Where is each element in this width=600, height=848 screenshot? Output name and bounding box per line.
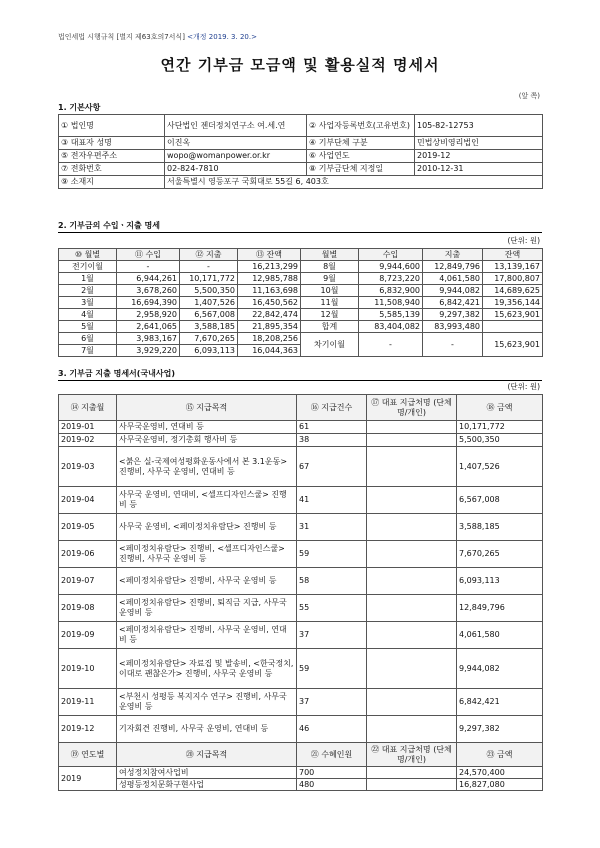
table-row [59,333,543,345]
expense-amount: 4,061,580 [457,622,543,649]
expense-payee [367,434,457,447]
table-cell: 9,297,382 [423,309,483,321]
expense-payee [367,689,457,716]
table-row [59,309,543,321]
table-cell: 6,567,008 [180,309,238,321]
table-row [59,595,543,622]
expense-count: 58 [297,568,367,595]
expense-month: 2019-12 [59,716,117,743]
expense-count: 41 [297,487,367,514]
carry-income: - [359,333,423,357]
table-cell: 8,723,220 [359,273,423,285]
expense-purpose: 사무국운영비, 연대비 등 [117,421,297,434]
expense-payee [367,514,457,541]
expense-payee [367,649,457,689]
expense-purpose: 사무국운영비, 정기총회 행사비 등 [117,434,297,447]
expense-amount: 6,567,008 [457,487,543,514]
expense-month: 2019-04 [59,487,117,514]
field-value: 민법상비영리법인 [415,137,543,150]
column-header: ⑯ 지급건수 [297,395,367,421]
expense-count: 59 [297,649,367,689]
table-row [59,137,543,150]
table-cell: 11,508,940 [359,297,423,309]
expense-count: 37 [297,622,367,649]
table-cell: 21,895,354 [238,321,301,333]
expense-amount: 9,297,382 [457,716,543,743]
yearly-count: 700 [297,767,367,779]
address-value: 서울특별시 영등포구 국회대로 55길 6, 403호 [165,176,543,189]
column-header: ⑳ 지급목적 [117,743,297,767]
carry-expense: - [423,333,483,357]
document-title: 연간 기부금 모금액 및 활용실적 명세서 [160,56,440,74]
yearly-payee [367,779,457,791]
table-cell: 2,958,920 [117,309,180,321]
column-header: ⑱ 금액 [457,395,543,421]
table-row [59,421,543,434]
field-label: ① 법인명 [59,115,165,137]
table-row [59,115,543,137]
yearly-purpose: 여성정치참여사업비 [117,767,297,779]
expense-month: 2019-10 [59,649,117,689]
expense-purpose: <페미정치유람단> 자료집 및 발송비, <한국정치, 이대로 괜찮은가> 진행비, 사무국 운영비 등 [117,649,297,689]
expense-amount: 12,849,796 [457,595,543,622]
table-cell: 10월 [301,285,359,297]
carry-label: 차기이월 [301,333,359,357]
table-cell: 83,404,082 [359,321,423,333]
field-value: 사단법인 젠더정치연구소 여.세.연 [165,115,307,137]
year-cell: 2019 [59,767,117,791]
section-expenditure-title: 3. 기부금 지출 명세서(국내사업) [58,368,542,381]
table-cell: 18,208,256 [238,333,301,345]
table-cell: 2월 [59,285,117,297]
expense-amount: 3,588,185 [457,514,543,541]
expense-payee [367,622,457,649]
table-row [59,541,543,568]
expenditure-table [58,394,543,791]
table-cell: 1,407,526 [180,297,238,309]
expense-month: 2019-02 [59,434,117,447]
expense-purpose: 사무국 운영비, <페미정치유람단> 진행비 등 [117,514,297,541]
table-row [59,767,543,779]
field-value: 105-82-12753 [415,115,543,137]
table-cell: 6월 [59,333,117,345]
expense-payee [367,421,457,434]
yearly-amount: 16,827,080 [457,779,543,791]
expense-purpose: <붉은 실-국제여성평화운동사에서 본 3.1운동> 진행비, 사무국 운영비, 연대비 등 [117,447,297,487]
table-cell: 11,163,698 [238,285,301,297]
field-label: ⑤ 전자우편주소 [59,150,165,163]
yearly-purpose: 성평등정치문화구현사업 [117,779,297,791]
column-header: ⑪ 수입 [117,249,180,261]
section-basic-info-title: 1. 기본사항 [58,102,542,115]
table-row [59,163,543,176]
table-cell: 6,944,261 [117,273,180,285]
form-number: 법인세법 시행규칙 [별지 제63호의7서식] [58,33,185,41]
expense-month: 2019-03 [59,447,117,487]
expense-payee [367,595,457,622]
expense-amount: 5,500,350 [457,434,543,447]
table-row [59,321,543,333]
table-cell: 10,171,772 [180,273,238,285]
column-header: ⑫ 지출 [180,249,238,261]
carry-balance: 15,623,901 [483,333,543,357]
expense-amount: 10,171,772 [457,421,543,434]
yearly-amount: 24,570,400 [457,767,543,779]
table-row [59,285,543,297]
table-row [59,622,543,649]
column-header: ⑮ 지급목적 [117,395,297,421]
expense-count: 67 [297,447,367,487]
expense-payee [367,487,457,514]
expense-month: 2019-07 [59,568,117,595]
expense-month: 2019-11 [59,689,117,716]
table-row [59,689,543,716]
table-row [59,487,543,514]
table-cell: 9,944,600 [359,261,423,273]
expense-payee [367,541,457,568]
section-income-expense-title: 2. 기부금의 수입ㆍ지출 명세 [58,220,542,233]
table-cell: 12,849,796 [423,261,483,273]
table-cell: 16,450,562 [238,297,301,309]
table-row [59,447,543,487]
table-cell: 5월 [59,321,117,333]
table-cell: 5,500,350 [180,285,238,297]
law-reference [58,32,257,42]
expense-purpose: <페미정치유람단> 진행비, 사무국 운영비, 연대비 등 [117,622,297,649]
table-cell: 12,985,788 [238,273,301,285]
expense-amount: 6,093,113 [457,568,543,595]
field-label: ④ 기부단체 구분 [307,137,415,150]
table-cell: 22,842,474 [238,309,301,321]
section3-unit: (단위: 원) [507,382,540,391]
field-label: ② 사업자등록번호(고유번호) [307,115,415,137]
column-header: 잔액 [483,249,543,261]
column-header: ⑭ 지출월 [59,395,117,421]
table-row [59,716,543,743]
yearly-payee [367,767,457,779]
address-label: ⑨ 소재지 [59,176,165,189]
expense-purpose: 사무국 운영비, 연대비, <셀프디자인스쿨> 진행비 등 [117,487,297,514]
table-row [59,514,543,541]
table-cell: - [117,261,180,273]
table-cell: 9월 [301,273,359,285]
expense-month: 2019-08 [59,595,117,622]
table-cell: 3,678,260 [117,285,180,297]
expense-purpose: 기자회견 진행비, 사무국 운영비, 연대비 등 [117,716,297,743]
expense-month: 2019-01 [59,421,117,434]
table-cell: 3,929,220 [117,345,180,357]
table-cell: 7,670,265 [180,333,238,345]
table-cell: 3월 [59,297,117,309]
table-cell: 16,213,299 [238,261,301,273]
table-row [59,649,543,689]
expense-count: 31 [297,514,367,541]
table-cell: 5,585,139 [359,309,423,321]
table-cell: 6,832,900 [359,285,423,297]
expense-amount: 9,944,082 [457,649,543,689]
expense-month: 2019-09 [59,622,117,649]
table-cell: 17,800,807 [483,273,543,285]
revision-date: <개정 2019. 3. 20.> [187,33,257,41]
field-label: ③ 대표자 성명 [59,137,165,150]
expense-month: 2019-06 [59,541,117,568]
table-cell: 15,623,901 [483,309,543,321]
expense-count: 55 [297,595,367,622]
expense-count: 38 [297,434,367,447]
expense-month: 2019-05 [59,514,117,541]
table-cell: 16,044,363 [238,345,301,357]
table-row [59,261,543,273]
column-header: ⑬ 잔액 [238,249,301,261]
table-header-row [59,249,543,261]
field-value: 이진옥 [165,137,307,150]
table-cell: 4,061,580 [423,273,483,285]
table-header-row [59,743,543,767]
table-cell: 전기이월 [59,261,117,273]
table-cell: 1월 [59,273,117,285]
table-row [59,273,543,285]
field-value: wopo@womanpower.or.kr [165,150,307,163]
field-value: 02-824-7810 [165,163,307,176]
expense-purpose: <페미정치유람단> 진행비, 퇴직금 지급, 사무국 운영비 등 [117,595,297,622]
expense-purpose: <페미정치유람단> 진행비, <셀프디자인스쿨> 진행비, 사무국 운영비 등 [117,541,297,568]
table-cell: 7월 [59,345,117,357]
table-cell: 3,983,167 [117,333,180,345]
table-cell: 9,944,082 [423,285,483,297]
expense-count: 59 [297,541,367,568]
expense-payee [367,716,457,743]
table-cell: 19,356,144 [483,297,543,309]
column-header: 월별 [301,249,359,261]
field-label: ⑦ 전화번호 [59,163,165,176]
expense-amount: 1,407,526 [457,447,543,487]
field-value: 2019-12 [415,150,543,163]
table-cell: 2,641,065 [117,321,180,333]
table-header-row [59,395,543,421]
table-cell [483,321,543,333]
table-cell: - [180,261,238,273]
table-cell: 83,993,480 [423,321,483,333]
field-label: ⑧ 기부금단체 지정일 [307,163,415,176]
expense-payee [367,568,457,595]
income-expense-table [58,248,543,357]
expense-amount: 7,670,265 [457,541,543,568]
section2-unit: (단위: 원) [507,236,540,245]
column-header: 지출 [423,249,483,261]
table-cell: 12월 [301,309,359,321]
address-row [59,176,543,189]
column-header: ⑲ 연도별 [59,743,117,767]
table-cell: 6,842,421 [423,297,483,309]
page-side-label: (앞 쪽) [518,92,540,100]
expense-amount: 6,842,421 [457,689,543,716]
field-label: ⑥ 사업연도 [307,150,415,163]
table-row [59,568,543,595]
column-header: ㉓ 금액 [457,743,543,767]
expense-count: 61 [297,421,367,434]
expense-purpose: <페미정치유람단> 진행비, 사무국 운영비 등 [117,568,297,595]
column-header: ㉒ 대표 지급처명 (단체명/개인) [367,743,457,767]
table-cell: 13,139,167 [483,261,543,273]
table-cell: 6,093,113 [180,345,238,357]
table-row [59,150,543,163]
field-value: 2010-12-31 [415,163,543,176]
basic-info-table [58,114,543,189]
table-cell: 16,694,390 [117,297,180,309]
table-row [59,779,543,791]
table-row [59,434,543,447]
table-row [59,297,543,309]
table-cell: 3,588,185 [180,321,238,333]
column-header: ⑩ 월별 [59,249,117,261]
table-cell: 14,689,625 [483,285,543,297]
column-header: ㉑ 수혜인원 [297,743,367,767]
table-cell: 4월 [59,309,117,321]
expense-count: 46 [297,716,367,743]
expense-count: 37 [297,689,367,716]
table-cell: 8월 [301,261,359,273]
table-cell: 합계 [301,321,359,333]
table-cell: 11월 [301,297,359,309]
expense-payee [367,447,457,487]
column-header: ⑰ 대표 지급처명 (단체명/개인) [367,395,457,421]
yearly-count: 480 [297,779,367,791]
expense-purpose: <부천시 성평등 복지지수 연구> 진행비, 사무국 운영비 등 [117,689,297,716]
column-header: 수입 [359,249,423,261]
